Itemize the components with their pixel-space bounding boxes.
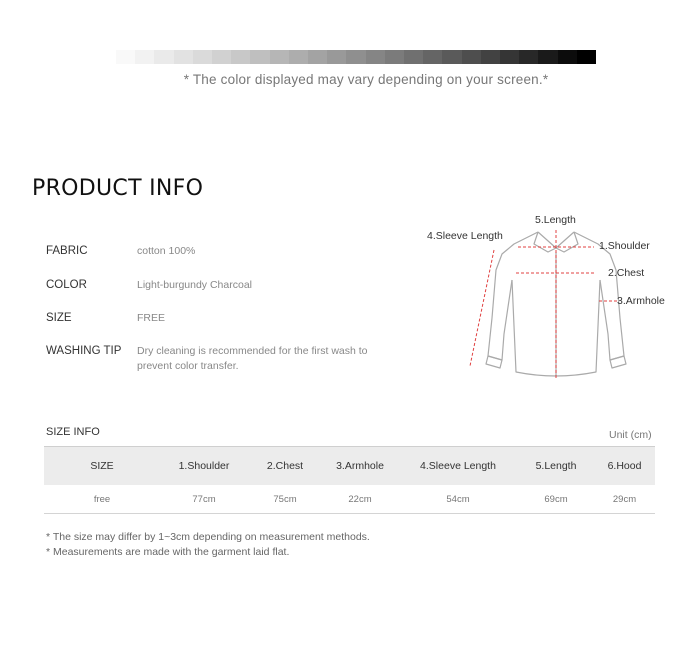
color-swatch xyxy=(308,50,327,64)
note-line: * Measurements are made with the garment laid flat. xyxy=(46,546,290,558)
info-label: WASHING TIP xyxy=(46,345,122,357)
color-swatch xyxy=(289,50,308,64)
color-swatch xyxy=(481,50,500,64)
diagram-label-sleeve-length: 4.Sleeve Length xyxy=(427,230,503,242)
cell-shoulder: 77cm xyxy=(160,485,248,514)
cell-chest: 75cm xyxy=(248,485,322,514)
color-swatch xyxy=(250,50,269,64)
diagram-label-length: 5.Length xyxy=(535,214,576,226)
color-swatch xyxy=(442,50,461,64)
header-shoulder: 1.Shoulder xyxy=(160,447,248,486)
info-label: SIZE xyxy=(46,312,72,324)
color-swatch xyxy=(423,50,442,64)
color-swatch xyxy=(270,50,289,64)
cell-size: free xyxy=(44,485,160,514)
color-swatch xyxy=(577,50,596,64)
color-swatch xyxy=(404,50,423,64)
size-table xyxy=(44,446,655,514)
color-swatch xyxy=(154,50,173,64)
unit-label: Unit (cm) xyxy=(609,429,652,441)
color-swatch xyxy=(212,50,231,64)
color-swatch xyxy=(500,50,519,64)
shirt-measurement-diagram xyxy=(420,208,695,388)
header-chest: 2.Chest xyxy=(248,447,322,486)
color-swatch xyxy=(519,50,538,64)
diagram-label-armhole: 3.Armhole xyxy=(617,295,665,307)
info-label: FABRIC xyxy=(46,245,88,257)
color-disclaimer: * The color displayed may vary depending on your screen.* xyxy=(183,72,549,87)
color-swatch xyxy=(193,50,212,64)
header-length: 5.Length xyxy=(518,447,594,486)
size-table-header-row xyxy=(44,447,655,486)
info-value: Light-burgundy Charcoal xyxy=(137,279,252,291)
cell-armhole: 22cm xyxy=(322,485,398,514)
info-value: Dry cleaning is recommended for the first wash to prevent color transfer. xyxy=(137,345,368,372)
info-value: FREE xyxy=(137,312,166,324)
header-size: SIZE xyxy=(44,447,160,486)
color-swatch xyxy=(116,50,135,64)
note-line: * The size may differ by 1~3cm depending on measurement methods. xyxy=(46,531,370,543)
color-gradient-bar xyxy=(116,50,596,64)
color-swatch xyxy=(538,50,557,64)
info-value: cotton 100% xyxy=(137,245,196,257)
color-swatch xyxy=(231,50,250,64)
size-notes xyxy=(46,530,370,560)
color-swatch xyxy=(327,50,346,64)
diagram-label-chest: 2.Chest xyxy=(608,267,645,279)
header-armhole: 3.Armhole xyxy=(322,447,398,486)
color-swatch xyxy=(135,50,154,64)
info-label: COLOR xyxy=(46,279,87,291)
header-sleeve-length: 4.Sleeve Length xyxy=(398,447,518,486)
color-swatch xyxy=(174,50,193,64)
color-swatch xyxy=(385,50,404,64)
color-swatch xyxy=(346,50,365,64)
cell-length: 69cm xyxy=(518,485,594,514)
color-swatch xyxy=(366,50,385,64)
color-swatch xyxy=(462,50,481,64)
cell-hood: 29cm xyxy=(594,485,655,514)
header-hood: 6.Hood xyxy=(594,447,655,486)
size-info-title: SIZE INFO xyxy=(46,426,100,438)
cell-sleeve-length: 54cm xyxy=(398,485,518,514)
color-swatch xyxy=(558,50,577,64)
diagram-label-shoulder: 1.Shoulder xyxy=(599,240,650,252)
page-title: PRODUCT INFO xyxy=(32,176,204,201)
table-row xyxy=(44,485,655,514)
